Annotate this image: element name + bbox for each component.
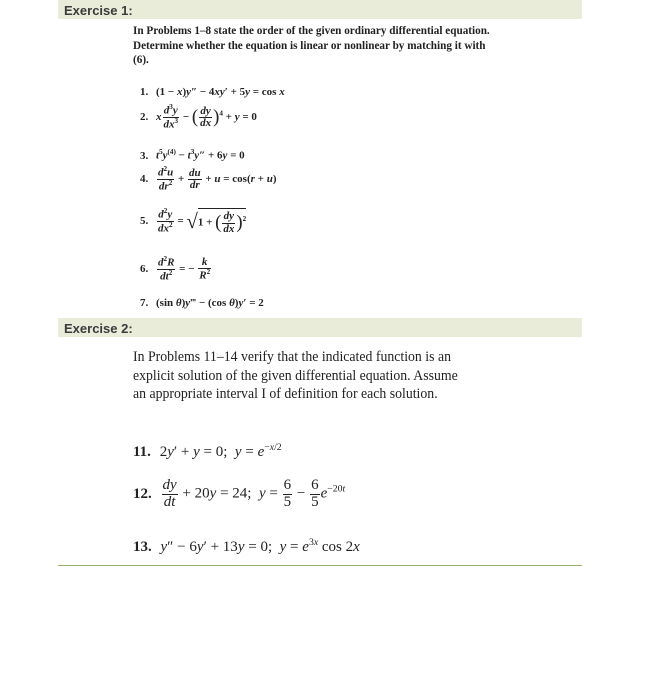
problem-number: 4. bbox=[140, 173, 149, 186]
exercise1-problem-4: 4. $\frac{d^2u}{dr^2}$ + $\frac{du}{dr}$ + u = cos(r + u) bbox=[140, 165, 277, 193]
problem-number: 6. bbox=[140, 263, 149, 276]
exercise1-problem-5: 5. $\frac{d^2y}{dx^2}$ = √1 + ( $\frac{dy}{dx}$ )$^2$ bbox=[140, 207, 247, 235]
exercise2-instructions: In Problems 11–14 verify that the indicated function is an explicit solution of the given differential equation. Assume an appropriate interval I of definition for each solution. bbox=[133, 349, 458, 402]
problem-number: 11. bbox=[133, 444, 151, 460]
bottom-divider bbox=[58, 565, 582, 566]
exercise1-title: Exercise 1: bbox=[64, 3, 133, 18]
problem-number: 12. bbox=[133, 485, 152, 502]
exercise1-problem-2: 2. x $\frac{d^3y}{dx^3}$ − ( $\frac{dy}{dx}$ )$^4$ + y = 0 bbox=[140, 103, 257, 131]
exercise1-problem-3: 3. $t^5y^{(4)} - t^3y'' + 6y = 0$ bbox=[140, 148, 245, 162]
exercise2-header bbox=[58, 318, 582, 337]
problem-number: 2. bbox=[140, 111, 149, 124]
exercise2-problem-13: 13. y″ − 6y′ + 13y = 0; $y = e^{3x}$ cos 2x bbox=[133, 537, 360, 555]
exercise1-header bbox=[58, 0, 582, 19]
exercise1-instructions: In Problems 1–8 state the order of the given ordinary differential equation. Determine whether the equation is linear or nonlinear by matching it with (6). bbox=[133, 25, 490, 66]
exercise2-problem-12: 12. $\frac{dy}{dt}$ + 20y = 24; y = $\frac{6}{5}$ − $\frac{6}{5}$ $e^{-20t}$ bbox=[133, 477, 346, 510]
problem-number: 1. bbox=[140, 86, 149, 98]
problem-number: 13. bbox=[133, 539, 152, 555]
problem-number: 5. bbox=[140, 215, 149, 228]
exercise2-problem-11: 11. 2y′ + y = 0; $y = e^{-x/2}$ bbox=[133, 442, 282, 460]
exercise2-title: Exercise 2: bbox=[64, 321, 133, 336]
problem-number: 3. bbox=[140, 149, 149, 162]
problem-number: 7. bbox=[140, 297, 149, 309]
exercise1-problem-7: 7. (sin θ)y‴ − (cos θ)y′ = 2 bbox=[140, 297, 264, 309]
exercise1-problem-1: 1. (1 − x)y″ − 4xy′ + 5y = cos x bbox=[140, 86, 285, 98]
exercise1-problem-6: 6. $\frac{d^2R}{dt^2}$ = − $\frac{k}{R^2}$ bbox=[140, 255, 211, 283]
